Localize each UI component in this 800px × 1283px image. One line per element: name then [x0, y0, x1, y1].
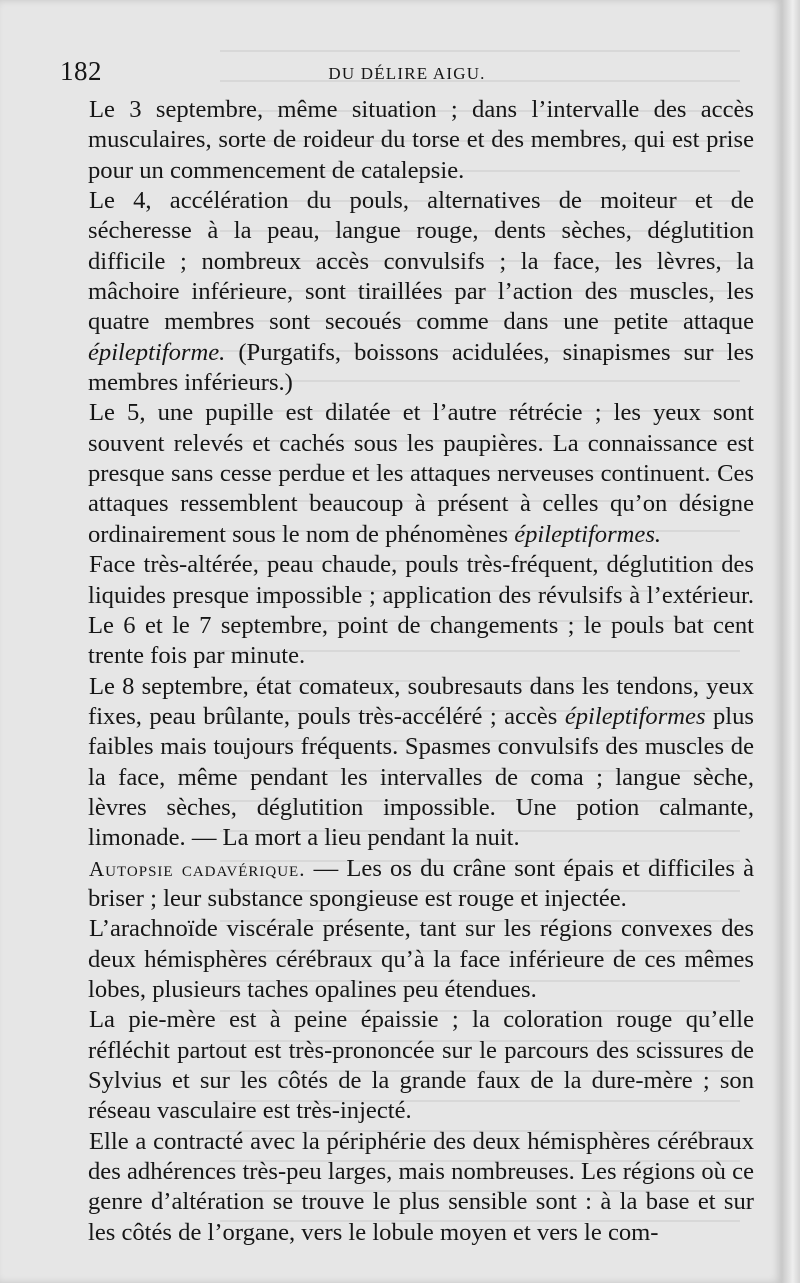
paragraph: Face très-altérée, peau chaude, pouls très-fréquent, déglutition des liquides presque impossible ; application des révulsifs à l’extérieur. Le 6 et le 7 septembre, point de changements ; le pouls bat cent trente fois par minute.	[88, 551, 754, 670]
page-header	[60, 52, 754, 92]
section-label: Autopsie cadavérique.	[89, 856, 306, 881]
paragraph: Le 8 septembre, état comateux, soubresauts dans les tendons, yeux fixes, peau brûlante, pouls très-accéléré ; accès épileptiformes plus faibles mais toujours fréquents. Spasmes convulsifs des muscles de la face, même pendant les intervalles de coma ; langue sèche, lèvres sèches, déglutition impossible. Une potion calmante, limonade. — La mort a lieu pendant la nuit.	[88, 672, 754, 852]
italic-term: épileptiformes.	[514, 520, 662, 548]
paragraph: Le 4, accélération du pouls, alternatives de moiteur et de sécheresse à la peau, langue rouge, dents sèches, déglutition difficile ; nombreux accès convulsifs ; la face, les lèvres, la mâchoire inférieure, sont tiraillées par l’action des muscles, les quatre membres sont secoués comme dans une petite attaque épileptiforme. (Purgatifs, boissons acidulées, sinapismes sur les membres inférieurs.)	[88, 187, 754, 397]
body-text	[88, 95, 754, 1248]
italic-term: épileptiforme.	[88, 338, 226, 366]
page-edge	[782, 0, 800, 1283]
page-number: 182	[60, 56, 102, 86]
italic-term: épileptiformes	[564, 702, 706, 730]
paragraph: Le 5, une pupille est dilatée et l’autre rétrécie ; les yeux sont souvent relevés et cachés sous les paupières. La connaissance est presque sans cesse perdue et les attaques nerveuses continuent. Ces attaques ressemblent beaucoup à présent à celles qu’on désigne ordinairement sous le nom de phénomènes épileptiformes.	[88, 399, 754, 548]
paragraph: Elle a contracté avec la périphérie des deux hémisphères cérébraux des adhérences très-peu larges, mais nombreuses. Les régions où ce genre d’altération se trouve le plus sensible sont : à la base et sur les côtés de l’organe, vers le lobule moyen et vers le com-	[88, 1127, 754, 1246]
paragraph: L’arachnoïde viscérale présente, tant sur les régions convexes des deux hémisphères cérébraux qu’à la face inférieure de ces mêmes lobes, plusieurs taches opalines peu étendues.	[88, 915, 754, 1003]
running-head: DU DÉLIRE AIGU.	[328, 64, 486, 83]
paragraph: La pie-mère est à peine épaissie ; la coloration rouge qu’elle réfléchit partout est très-prononcée sur le parcours des scissures de Sylvius et sur les côtés de la grande faux de la dure-mère ; son réseau vasculaire est très-injecté.	[88, 1006, 754, 1125]
paragraph: Le 3 septembre, même situation ; dans l’intervalle des accès musculaires, sorte de roideur du torse et des membres, qui est prise pour un commencement de catalepsie.	[88, 96, 754, 184]
paragraph: Autopsie cadavérique. — Les os du crâne sont épais et difficiles à briser ; leur substance spongieuse est rouge et injectée.	[88, 854, 754, 912]
